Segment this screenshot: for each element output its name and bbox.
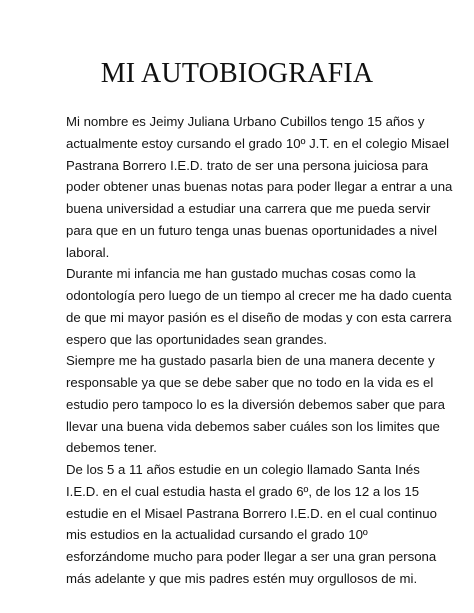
text-line: llevar una buena vida debemos saber cuáles son los limites que bbox=[66, 418, 440, 434]
text-line: mis estudios en la actualidad cursando el grado 10º bbox=[66, 527, 368, 543]
text-line: Durante mi infancia me han gustado muchas cosas como la bbox=[66, 266, 416, 282]
text-line: espero que las oportunidades sean grandes. bbox=[66, 331, 328, 347]
text-line: laboral. bbox=[66, 244, 110, 260]
text-line: Pastrana Borrero I.E.D. trato de ser una persona juiciosa para bbox=[66, 157, 429, 173]
text-line: de que mi mayor pasión es el diseño de modas y con esta carrera bbox=[66, 309, 452, 325]
text-line: odontología pero luego de un tiempo al crecer me ha dado cuenta bbox=[66, 288, 452, 303]
paragraph-lifestyle bbox=[66, 350, 446, 459]
paragraph-childhood bbox=[66, 263, 452, 350]
text-line: debemos tener. bbox=[66, 440, 157, 456]
paragraph-intro bbox=[66, 111, 453, 263]
document-body bbox=[66, 111, 453, 590]
paragraph-education bbox=[66, 459, 437, 590]
text-line: responsable ya que se debe saber que no todo en la vida es el bbox=[66, 375, 434, 390]
text-line: I.E.D. en el cual estudia hasta el grado 6º, de los 12 a los 15 bbox=[66, 483, 420, 499]
text-line: buena universidad a estudiar una carrera que me pueda servir bbox=[66, 201, 431, 216]
text-line: Siempre me ha gustado pasarla bien de una manera decente y bbox=[66, 353, 435, 369]
document-title: MI AUTOBIOGRAFIA bbox=[100, 58, 374, 89]
text-line: estudie en el Misael Pastrana Borrero I.E.D. en el cual continuo bbox=[66, 505, 437, 521]
text-line: actualmente estoy cursando el grado 10º J.T. en el colegio Misael bbox=[66, 135, 450, 151]
text-line: esforzándome mucho para poder llegar a ser una gran persona bbox=[66, 549, 437, 564]
text-line: poder obtener unas buenas notas para poder llegar a entrar a una bbox=[66, 179, 453, 195]
text-line: más adelante y que mis padres estén muy orgullosos de mi. bbox=[66, 570, 418, 586]
text-line: De los 5 a 11 años estudie en un colegio llamado Santa Inés bbox=[66, 462, 420, 477]
text-line: estudio pero tampoco lo es la diversión debemos saber que para bbox=[66, 396, 446, 412]
text-line: Mi nombre es Jeimy Juliana Urbano Cubillos tengo 15 años y bbox=[66, 114, 425, 129]
text-line: para que en un futuro tenga unas buenas oportunidades a nivel bbox=[66, 222, 438, 238]
